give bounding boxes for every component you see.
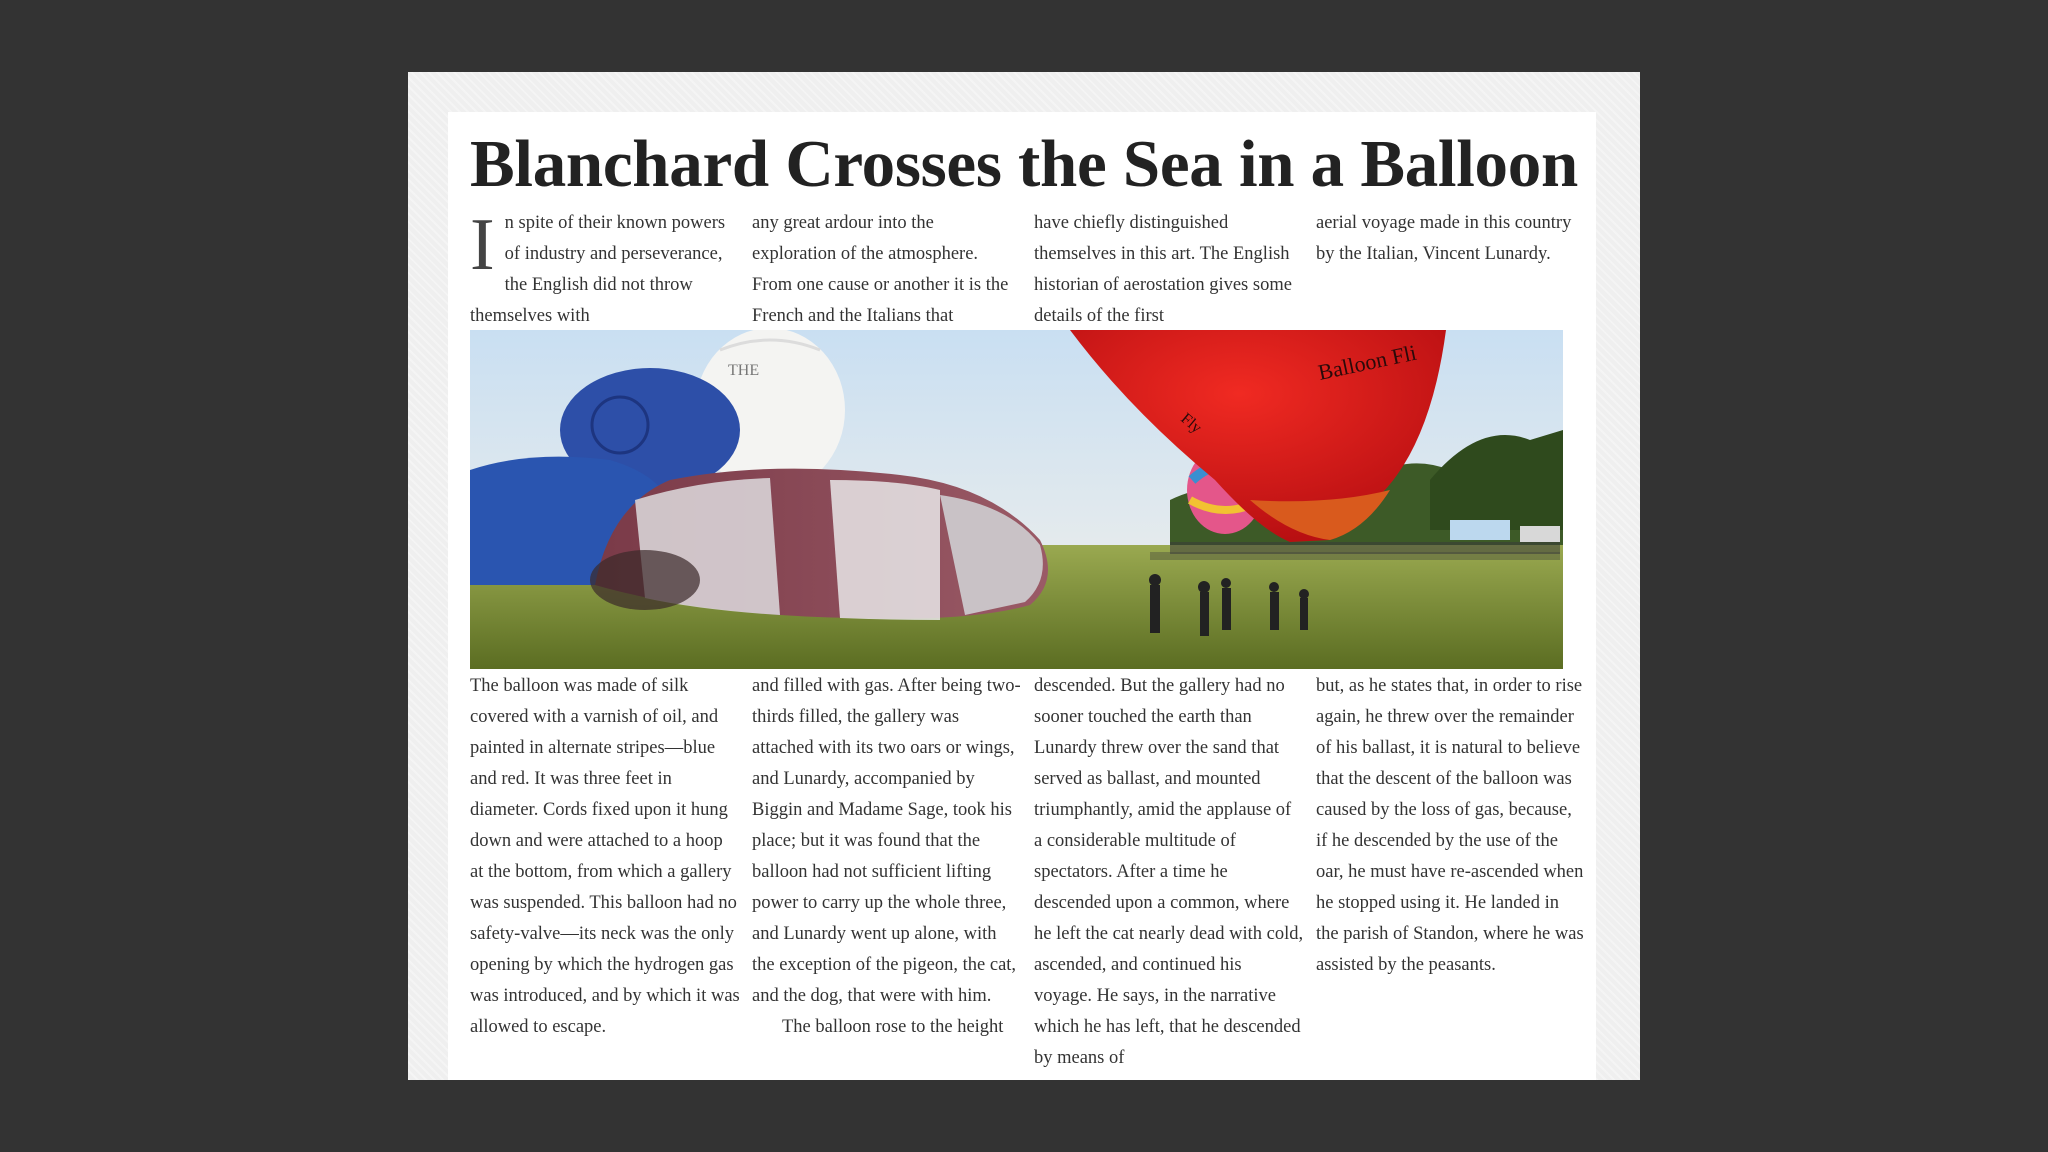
paragraph: The balloon rose to the height [782,1017,1004,1037]
paragraph: but, as he states that, in order to rise again, he threw over the remainder of his ballast, it is natural to believe that the descent of the balloon was caused by the loss of gas, because, if he descended by the use of the oar, he must have re-ascended when he stopped using it. He landed in the parish of Standon, where he was assisted by the peasants. [1316,676,1584,975]
intro-text: n spite of their known powers of industry and perseverance, the English did not throw themselves with [470,213,726,326]
article-title: Blanchard Crosses the Sea in a Balloon [470,127,1578,201]
paragraph: descended. But the gallery had no sooner touched the earth than Lunardy threw over the sand that served as ballast, and mounted triumphantly, amid the applause of a considerable multitude of spectators. After a time he descended upon a common, where he left the cat nearly dead with cold, ascended, and continued his voyage. He says, in the narrative which he has left, that he descended by means of [1034,676,1304,1068]
intro-column-1 [470,208,740,332]
white-balloon-lettering: THE [728,362,760,379]
page-sheet [408,72,1640,1080]
article-page [448,112,1596,1080]
body-column-2 [752,671,1022,1080]
intro-column-3 [1034,208,1304,332]
balloon-lettering-small: Fly [1177,410,1205,437]
hot-air-balloons-photo [470,330,1563,669]
intro-text: any great ardour into the exploration of the atmosphere. From one cause or another it is the French and the Italians that [752,213,1009,326]
intro-column-4 [1316,208,1586,332]
intro-text: aerial voyage made in this country by the Italian, Vincent Lunardy. [1316,213,1572,264]
body-column-3 [1034,671,1304,1080]
intro-column-2 [752,208,1022,332]
intro-text: have chiefly distinguished themselves in this art. The English historian of aerostation gives some details of the first [1034,213,1292,326]
balloon-lettering: Balloon Fli [1315,339,1419,385]
paragraph: and filled with gas. After being two-thirds filled, the gallery was attached with its two oars or wings, and Lunardy, accompanied by Biggin and Madame Sage, took his place; but it was found that the balloon had not sufficient lifting power to carry up the whole three, and Lunardy went up alone, with the exception of the pigeon, the cat, and the dog, that were with him. [752,676,1021,1006]
drop-cap: I [470,208,495,286]
paragraph: The balloon was made of silk covered with a varnish of oil, and painted in alternate stripes—blue and red. It was three feet in diameter. Cords fixed upon it hung down and were attached to a hoop at the bottom, from which a gallery was suspended. This balloon had no safety-valve—its neck was the only opening by which the hydrogen gas was introduced, and by which it was allowed to escape. [470,676,740,1037]
body-column-1 [470,671,740,1080]
body-column-4 [1316,671,1586,1080]
